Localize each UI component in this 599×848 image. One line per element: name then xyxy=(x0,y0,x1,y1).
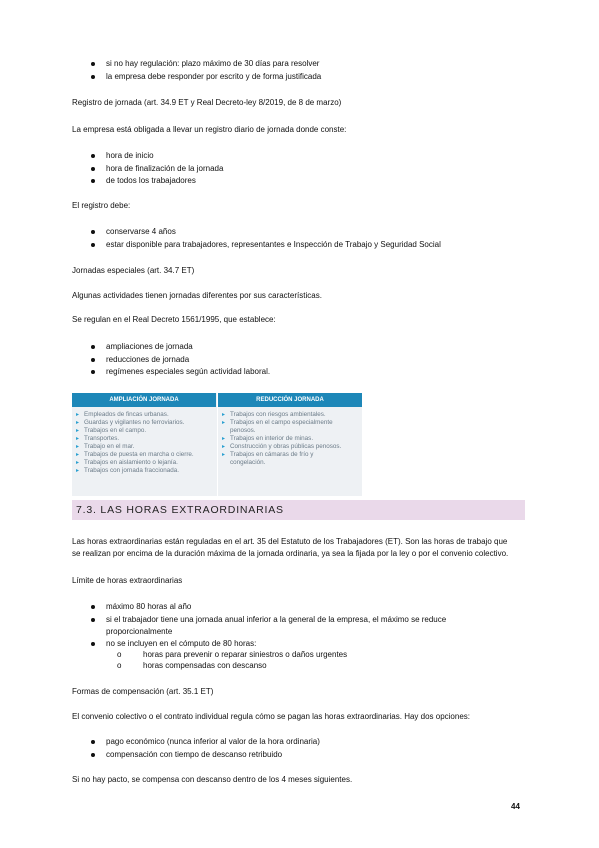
table-header-reduccion: REDUCCIÓN JORNADA xyxy=(218,393,362,407)
list-item-continuation: proporcionalmente xyxy=(106,627,173,636)
formas-intro: El convenio colectivo o el contrato individual regula cómo se pagan las horas extraordinarias. Hay dos opciones: xyxy=(72,712,471,721)
circle-marker: o xyxy=(117,661,122,670)
list-item: la empresa debe responder por escrito y de forma justificada xyxy=(88,71,321,84)
table-cell: ▸ Trabajos con riesgos ambientales. xyxy=(222,411,326,418)
table-cell: ▸ Construcción y obras públicas penosos. xyxy=(222,443,342,450)
list-item: pago económico (nunca inferior al valor de la hora ordinaria) xyxy=(88,736,320,749)
section-header xyxy=(72,500,525,520)
table-divider xyxy=(217,393,218,496)
registro-heading: Registro de jornada (art. 34.9 ET y Real Decreto-ley 8/2019, de 8 de marzo) xyxy=(72,98,342,107)
table-cell: ▸ Transportes. xyxy=(76,435,120,442)
list-item: reducciones de jornada xyxy=(88,354,270,367)
list-item: máximo 80 horas al año xyxy=(88,601,446,614)
arrow-icon: ▸ xyxy=(76,436,80,442)
jornadas-table xyxy=(72,393,362,496)
section-title: 7.3. LAS HORAS EXTRAORDINARIAS xyxy=(76,504,284,516)
table-col-ampliacion xyxy=(75,411,215,475)
limite-list xyxy=(88,601,446,626)
table-cell: ▸ Trabajos en el campo especialmente penosos. xyxy=(222,419,333,434)
especiales-heading: Jornadas especiales (art. 34.7 ET) xyxy=(72,266,195,275)
formas-heading: Formas de compensación (art. 35.1 ET) xyxy=(72,687,214,696)
list-item: hora de inicio xyxy=(88,150,223,163)
sub-list xyxy=(117,649,347,671)
arrow-icon: ▸ xyxy=(76,460,80,466)
arrow-icon: ▸ xyxy=(222,436,226,442)
list-item: conservarse 4 años xyxy=(88,226,441,239)
especiales-list xyxy=(88,341,270,379)
table-cell: ▸ Empleados de fincas urbanas. xyxy=(76,411,169,418)
arrow-icon: ▸ xyxy=(76,444,80,450)
registro-debe-list xyxy=(88,226,441,251)
arrow-icon: ▸ xyxy=(76,468,80,474)
arrow-icon: ▸ xyxy=(76,428,80,434)
registro-list xyxy=(88,150,223,188)
table-cell: ▸ Trabajo en el mar. xyxy=(76,443,135,450)
sub-list-item: o horas compensadas con descanso xyxy=(117,661,267,670)
arrow-icon: ▸ xyxy=(76,452,80,458)
page-number: 44 xyxy=(511,802,520,811)
list-item: si el trabajador tiene una jornada anual inferior a la general de la empresa, el máximo se reduce xyxy=(88,614,446,627)
sub-list-item: o horas para prevenir o reparar siniestros o daños urgentes xyxy=(117,650,348,659)
limite-heading: Límite de horas extraordinarias xyxy=(72,576,183,585)
top-bullet-list xyxy=(88,58,321,83)
table-cell: ▸ Guardas y vigilantes no ferroviarios. xyxy=(76,419,185,426)
table-header-ampliacion: AMPLIACIÓN JORNADA xyxy=(72,393,216,407)
table-cell: ▸ Trabajos en cámaras de frío y congelación. xyxy=(222,451,314,466)
table-cell: ▸ Trabajos con jornada fraccionada. xyxy=(76,467,179,474)
extra-intro-line2: se realizan por encima de la duración máxima de la jornada ordinaria, ya sea la fijada por la ley o por el convenio colectivo. xyxy=(72,549,509,558)
circle-marker: o xyxy=(117,650,122,659)
registro-intro: La empresa está obligada a llevar un registro diario de jornada donde conste: xyxy=(72,125,347,134)
registro-debe-label: El registro debe: xyxy=(72,201,131,210)
list-item: si no hay regulación: plazo máximo de 30 días para resolver xyxy=(88,58,321,71)
especiales-intro: Algunas actividades tienen jornadas diferentes por sus características. xyxy=(72,291,322,300)
arrow-icon: ▸ xyxy=(222,444,226,450)
list-item: estar disponible para trabajadores, representantes e Inspección de Trabajo y Seguridad Social xyxy=(88,239,441,252)
list-item: ampliaciones de jornada xyxy=(88,341,270,354)
list-item: de todos los trabajadores xyxy=(88,175,223,188)
arrow-icon: ▸ xyxy=(76,412,80,418)
table-cell: ▸ Trabajos en interior de minas. xyxy=(222,435,314,442)
especiales-regula: Se regulan en el Real Decreto 1561/1995, que establece: xyxy=(72,315,276,324)
closing-text: Si no hay pacto, se compensa con descanso dentro de los 4 meses siguientes. xyxy=(72,775,353,784)
list-item: compensación con tiempo de descanso retribuido xyxy=(88,749,320,762)
table-col-reduccion xyxy=(221,411,359,467)
arrow-icon: ▸ xyxy=(76,420,80,426)
table-cell: ▸ Trabajos en aislamiento o lejanía. xyxy=(76,459,178,466)
arrow-icon: ▸ xyxy=(222,412,226,418)
formas-list xyxy=(88,736,320,761)
list-item: hora de finalización de la jornada xyxy=(88,163,223,176)
table-cell: ▸ Trabajos en el campo. xyxy=(76,427,147,434)
arrow-icon: ▸ xyxy=(222,452,226,458)
extra-intro-line1: Las horas extraordinarias están reguladas en el art. 35 del Estatuto de los Trabajadores (ET). Son las horas de trabajo que xyxy=(72,537,508,546)
table-cell: ▸ Trabajos de puesta en marcha o cierre. xyxy=(76,451,194,458)
arrow-icon: ▸ xyxy=(222,420,226,426)
list-item: no se incluyen en el cómputo de 80 horas: xyxy=(88,638,256,651)
list-item: regímenes especiales según actividad laboral. xyxy=(88,366,270,379)
